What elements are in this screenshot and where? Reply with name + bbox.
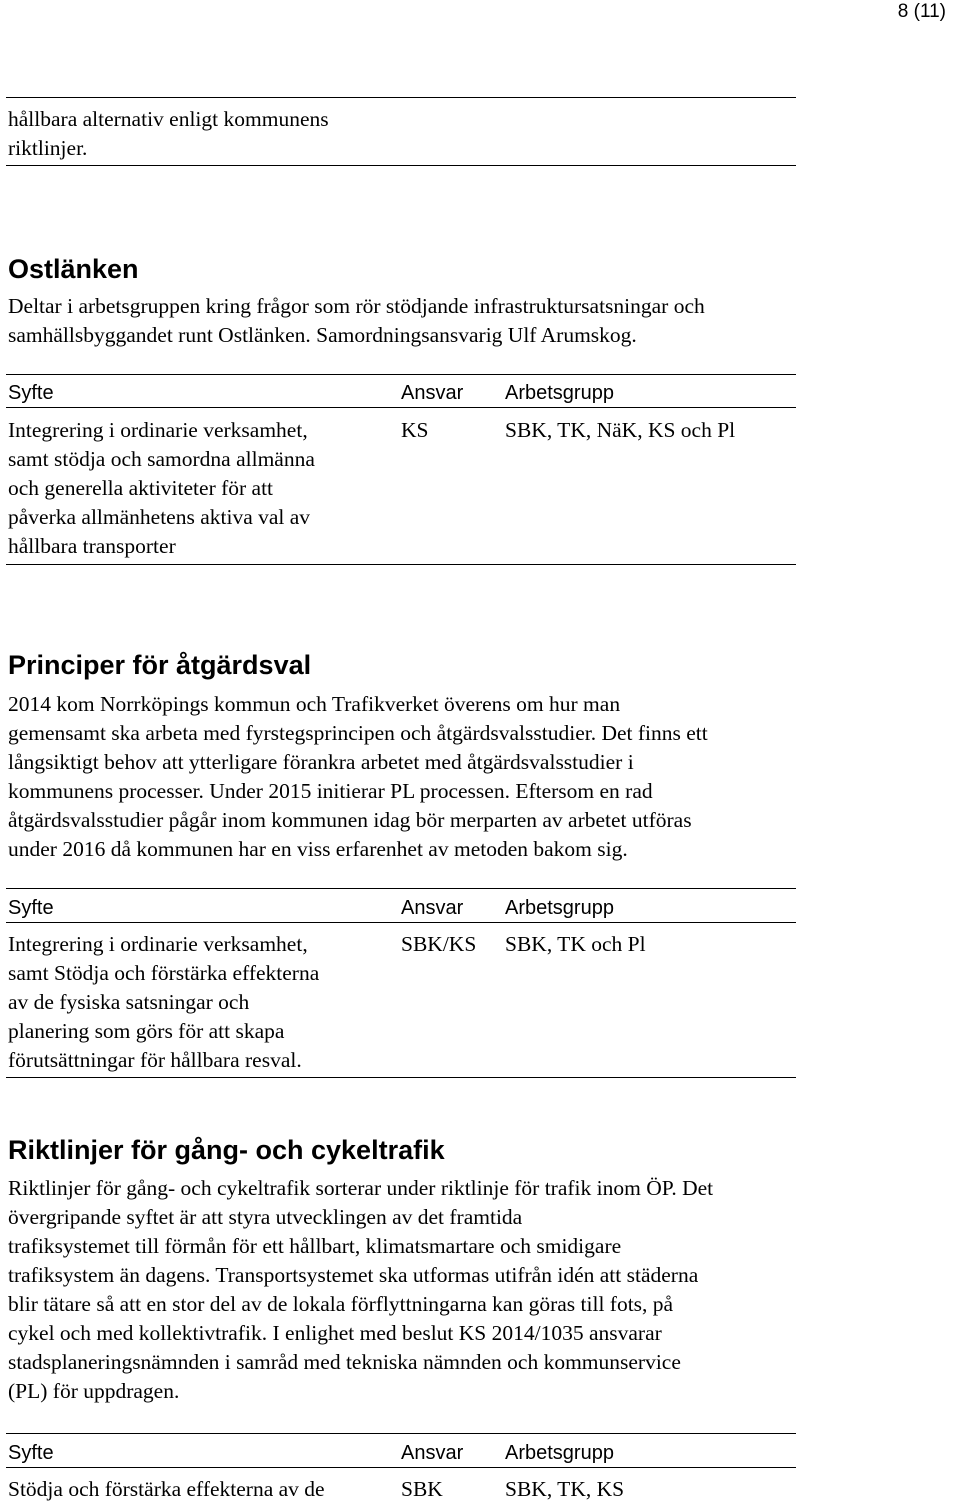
text-line: stadsplaneringsnämnden i samråd med tekniska nämnden och kommunservice <box>8 1350 681 1374</box>
text-line: gemensamt ska arbeta med fyrstegsprincipen och åtgärdsvalsstudier. Det finns ett <box>8 721 708 745</box>
text-line: och generella aktiviteter för att <box>8 476 274 500</box>
section-heading: Riktlinjer för gång- och cykeltrafik <box>8 1135 445 1165</box>
top-cell-text <box>8 105 408 163</box>
text-line: trafiksystem än dagens. Transportsystemet ska utformas utifrån idén att städerna <box>8 1263 699 1287</box>
text-line: åtgärdsvalsstudier pågår inom kommunen idag bör merparten av arbetet utföras <box>8 808 692 832</box>
ansvar-cell: KS <box>401 418 429 442</box>
text-line: trafiksystemet till förmån för ett hållbart, klimatsmartare och smidigare <box>8 1234 622 1258</box>
arbetsgrupp-cell: SBK, TK, NäK, KS och Pl <box>505 418 736 442</box>
text-line: Riktlinjer för gång- och cykeltrafik sorterar under riktlinje för trafik inom ÖP. Det <box>8 1176 714 1200</box>
text-line: Integrering i ordinarie verksamhet, <box>8 418 308 442</box>
header-ansvar: Ansvar <box>401 1442 464 1464</box>
arbetsgrupp-cell: SBK, TK och Pl <box>505 932 646 956</box>
header-syfte: Syfte <box>8 382 54 404</box>
text-line: blir tätare så att en stor del av de lokala förflyttningarna kan göras till fots, på <box>8 1292 674 1316</box>
text-line: Integrering i ordinarie verksamhet, <box>8 932 308 956</box>
table-top-rule <box>6 1433 796 1434</box>
syfte-cell <box>8 930 393 1075</box>
section-body <box>8 1174 888 1406</box>
text-line: hållbara alternativ enligt kommunens <box>8 107 329 131</box>
text-line: Deltar i arbetsgruppen kring frågor som rör stödjande infrastruktursatsningar och <box>8 294 705 318</box>
table-top-rule <box>6 888 796 889</box>
section-heading: Ostlänken <box>8 254 139 284</box>
section-body <box>8 690 888 864</box>
text-line: samt stödja och samordna allmänna <box>8 447 315 471</box>
ansvar-cell: SBK/KS <box>401 932 477 956</box>
text-line: långsiktigt behov att ytterligare förankra arbetet med åtgärdsvalsstudier i <box>8 750 634 774</box>
header-syfte: Syfte <box>8 1442 54 1464</box>
ansvar-cell: SBK <box>401 1477 443 1501</box>
text-line: Stödja och förstärka effekterna av de <box>8 1477 325 1501</box>
text-line: samt Stödja och förstärka effekterna <box>8 961 320 985</box>
table-header-rule <box>6 922 796 923</box>
table-top-rule <box>6 374 796 375</box>
section-heading: Principer för åtgärdsval <box>8 650 312 680</box>
text-line: cykel och med kollektivtrafik. I enlighet med beslut KS 2014/1035 ansvarar <box>8 1321 662 1345</box>
table-top-rule <box>6 97 796 98</box>
table-bottom-rule <box>6 564 796 565</box>
text-line: hållbara transporter <box>8 534 176 558</box>
page-number: 8 (11) <box>897 1 946 22</box>
text-line: 2014 kom Norrköpings kommun och Trafikverket överens om hur man <box>8 692 621 716</box>
text-line: (PL) för uppdragen. <box>8 1379 180 1403</box>
table-header-rule <box>6 407 796 408</box>
arbetsgrupp-cell: SBK, TK, KS <box>505 1477 625 1501</box>
text-line: kommunens processer. Under 2015 initierar PL processen. Eftersom en rad <box>8 779 653 803</box>
header-arbetsgrupp: Arbetsgrupp <box>505 1442 614 1464</box>
syfte-cell <box>8 416 393 561</box>
text-line: övergripande syftet är att styra utvecklingen av det framtida <box>8 1205 523 1229</box>
text-line: förutsättningar för hållbara resval. <box>8 1048 302 1072</box>
text-line: riktlinjer. <box>8 136 88 160</box>
text-line: påverka allmänhetens aktiva val av <box>8 505 311 529</box>
text-line: av de fysiska satsningar och <box>8 990 250 1014</box>
text-line: under 2016 då kommunen har en viss erfarenhet av metoden bakom sig. <box>8 837 628 861</box>
syfte-cell <box>8 1475 400 1504</box>
header-ansvar: Ansvar <box>401 382 464 404</box>
header-syfte: Syfte <box>8 897 54 919</box>
table-bottom-rule <box>6 1077 796 1078</box>
table-header-rule <box>6 1467 796 1468</box>
section-body <box>8 292 888 350</box>
header-arbetsgrupp: Arbetsgrupp <box>505 382 614 404</box>
header-ansvar: Ansvar <box>401 897 464 919</box>
header-arbetsgrupp: Arbetsgrupp <box>505 897 614 919</box>
text-line: planering som görs för att skapa <box>8 1019 285 1043</box>
table-bottom-rule <box>6 165 796 166</box>
text-line: samhällsbyggandet runt Ostlänken. Samordningsansvarig Ulf Arumskog. <box>8 323 637 347</box>
